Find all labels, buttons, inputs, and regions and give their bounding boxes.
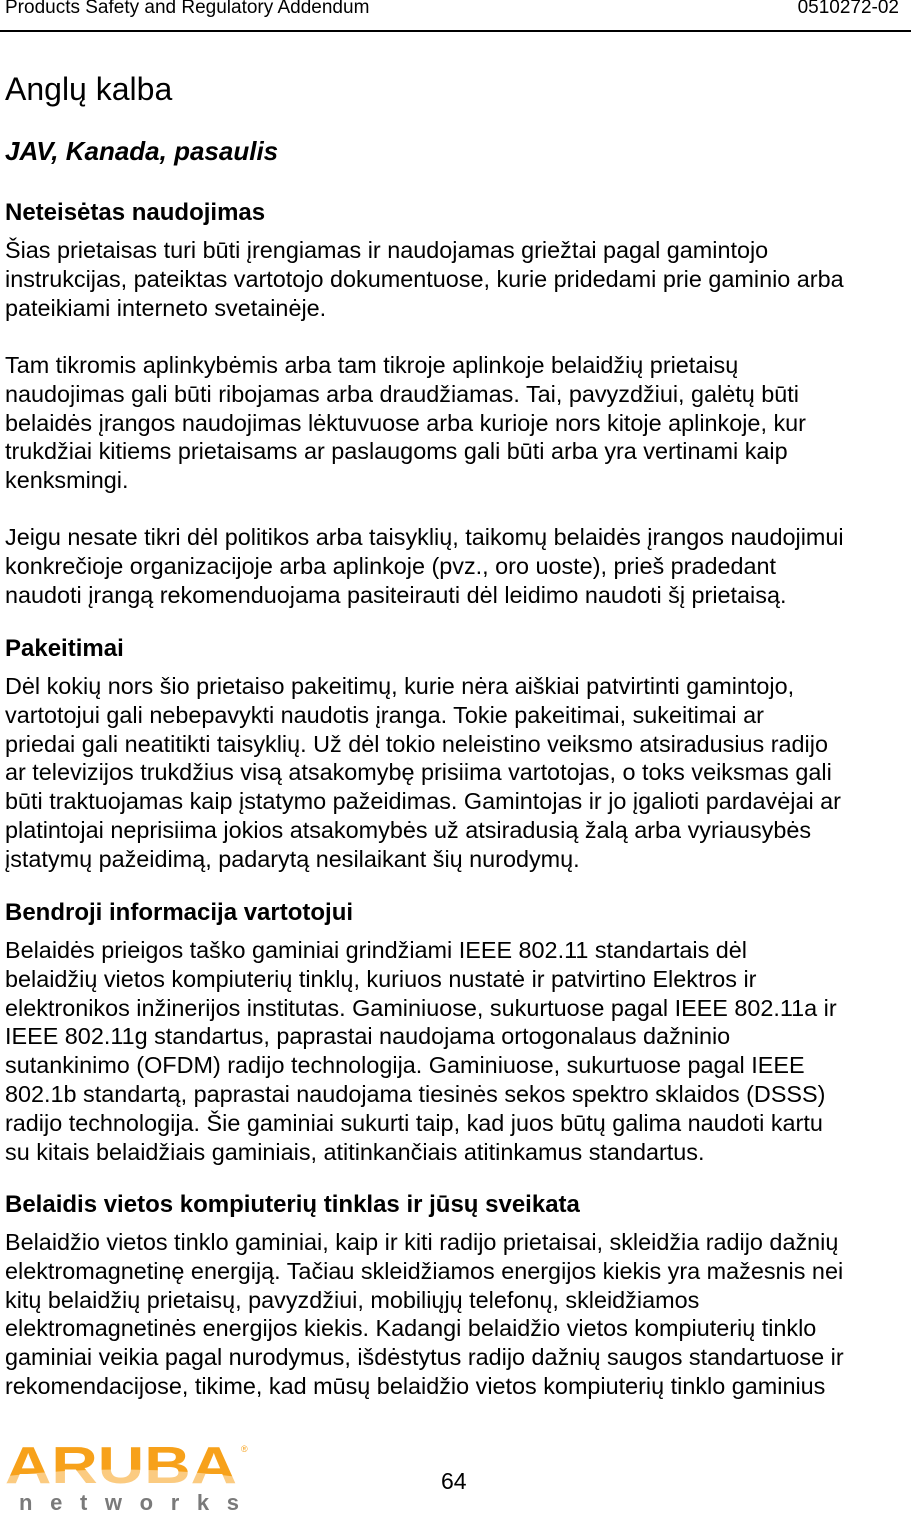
paragraph-line: rekomendacijose, tikime, kad mūsų belaidžio vietos kompiuterių tinklo gaminius bbox=[5, 1372, 826, 1399]
paragraph-line: elektromagnetinę energiją. Tačiau skleidžiamos energijos kiekis yra mažesnis nei bbox=[5, 1257, 844, 1284]
paragraph-line: pateikiami interneto svetainėje. bbox=[5, 294, 327, 321]
paragraph-line: belaidžių vietos kompiuterių tinklų, kuriuos nustatė ir patvirtino Elektros ir bbox=[5, 965, 757, 992]
body-paragraph bbox=[5, 523, 844, 609]
paragraph-line: būti traktuojamas kaip įstatymo pažeidimas. Gamintojas ir jo įgalioti pardavėjai ar bbox=[5, 788, 841, 815]
paragraph-line: ar televizijos trukdžius visą atsakomybę prisiima vartotojas, o toks veiksmas gali bbox=[5, 759, 832, 786]
paragraph-line: su kitais belaidžiais gaminiais, atitinkančiais atitinkamus standartus. bbox=[5, 1138, 705, 1165]
svg-text:ARUBA: ARUBA bbox=[5, 1440, 237, 1495]
paragraph-line: trukdžiai kitiems prietaisams ar paslaugoms gali būti arba yra vertinami kaip bbox=[5, 438, 788, 465]
paragraph-line: Belaidžio vietos tinklo gaminiai, kaip ir kiti radijo prietaisai, skleidžia radijo dažnių bbox=[5, 1229, 839, 1255]
paragraph-line: instrukcijas, pateiktas vartotojo dokumentuose, kurie pridedami prie gaminio arba bbox=[5, 265, 844, 292]
paragraph-line: sutankinimo (OFDM) radijo technologija. Gaminiuose, sukurtuose pagal IEEE bbox=[5, 1052, 805, 1079]
paragraph-line: kitų belaidžių prietaisų, pavyzdžiui, mobiliųjų telefonų, skleidžiamos bbox=[5, 1286, 700, 1313]
paragraph-line: naudoti įrangą rekomenduojama pasiteirauti dėl leidimo naudoti šį prietaisą. bbox=[5, 581, 787, 608]
paragraph-line: elektromagnetinės energijos kiekis. Kadangi belaidžio vietos kompiuterių tinklo bbox=[5, 1315, 817, 1342]
paragraph-line: Jeigu nesate tikri dėl politikos arba taisyklių, taikomų belaidės įrangos naudojimui bbox=[5, 524, 844, 550]
paragraph-line: įstatymų pažeidimą, padarytą nesilaikant šių nurodymų. bbox=[5, 845, 580, 872]
page-subtitle: JAV, Kanada, pasaulis bbox=[5, 136, 279, 166]
svg-text:networks: networks bbox=[19, 1490, 239, 1512]
paragraph-line: 802.1b standartą, paprastai naudojama tiesinės sekos spektro sklaidos (DSSS) bbox=[5, 1080, 826, 1107]
page-number: 64 bbox=[441, 1468, 467, 1494]
paragraph-line: elektronikos inžinerijos institutas. Gaminiuose, sukurtuose pagal IEEE 802.11a ir bbox=[5, 994, 837, 1021]
paragraph-line: Šias prietaisas turi būti įrengiamas ir naudojamas griežtai pagal gamintojo bbox=[5, 237, 769, 263]
paragraph-line: vartotojui gali nebepavykti naudotis įranga. Tokie pakeitimai, sukeitimai ar bbox=[5, 701, 764, 728]
body-paragraph bbox=[5, 351, 806, 495]
paragraph-line: belaidės įrangos naudojimas lėktuvuose arba kurioje nors kitoje aplinkoje, kur bbox=[5, 409, 806, 436]
svg-text:®: ® bbox=[241, 1444, 248, 1454]
body-paragraph bbox=[5, 236, 844, 322]
section-heading: Neteisėtas naudojimas bbox=[5, 199, 266, 226]
paragraph-line: radijo technologija. Šie gaminiai sukurti taip, kad juos būtų galima naudoti kartu bbox=[5, 1109, 823, 1136]
body-paragraph bbox=[5, 1228, 844, 1401]
paragraph-line: konkrečioje organizacijoje arba aplinkoje (pvz., oro uoste), prieš pradedant bbox=[5, 552, 777, 579]
header-divider bbox=[0, 30, 911, 32]
paragraph-line: gaminiai veikia pagal nurodymus, išdėstytus radijo dažnių saugos standartuose ir bbox=[5, 1344, 844, 1371]
section-heading: Pakeitimai bbox=[5, 635, 124, 662]
aruba-networks-logo bbox=[5, 1440, 250, 1512]
section-heading: Belaidis vietos kompiuterių tinklas ir jūsų sveikata bbox=[5, 1191, 580, 1218]
page-title: Anglų kalba bbox=[5, 71, 173, 107]
body-paragraph bbox=[5, 936, 837, 1166]
paragraph-line: Tam tikromis aplinkybėmis arba tam tikroje aplinkoje belaidžių prietaisų bbox=[5, 352, 739, 378]
paragraph-line: priedai gali neatitikti taisyklių. Už dėl tokio neleistino veiksmo atsiradusius radijo bbox=[5, 730, 828, 757]
paragraph-line: naudojimas gali būti ribojamas arba draudžiamas. Tai, pavyzdžiui, galėtų būti bbox=[5, 380, 799, 407]
paragraph-line: Dėl kokių nors šio prietaiso pakeitimų, kurie nėra aiškiai patvirtinti gamintojo, bbox=[5, 673, 795, 699]
paragraph-line: kenksmingi. bbox=[5, 467, 129, 494]
header-document-number: 0510272-02 bbox=[797, 0, 899, 18]
paragraph-line: Belaidės prieigos taško gaminiai grindžiami IEEE 802.11 standartais dėl bbox=[5, 937, 747, 963]
body-paragraph bbox=[5, 672, 841, 874]
header-document-title: Products Safety and Regulatory Addendum bbox=[5, 0, 370, 18]
paragraph-line: platintojai neprisiima jokios atsakomybės už atsiradusią žalą arba vyriausybės bbox=[5, 816, 812, 843]
section-heading: Bendroji informacija vartotojui bbox=[5, 899, 354, 926]
paragraph-line: IEEE 802.11g standartus, paprastai naudojama ortogonalaus dažninio bbox=[5, 1023, 731, 1050]
